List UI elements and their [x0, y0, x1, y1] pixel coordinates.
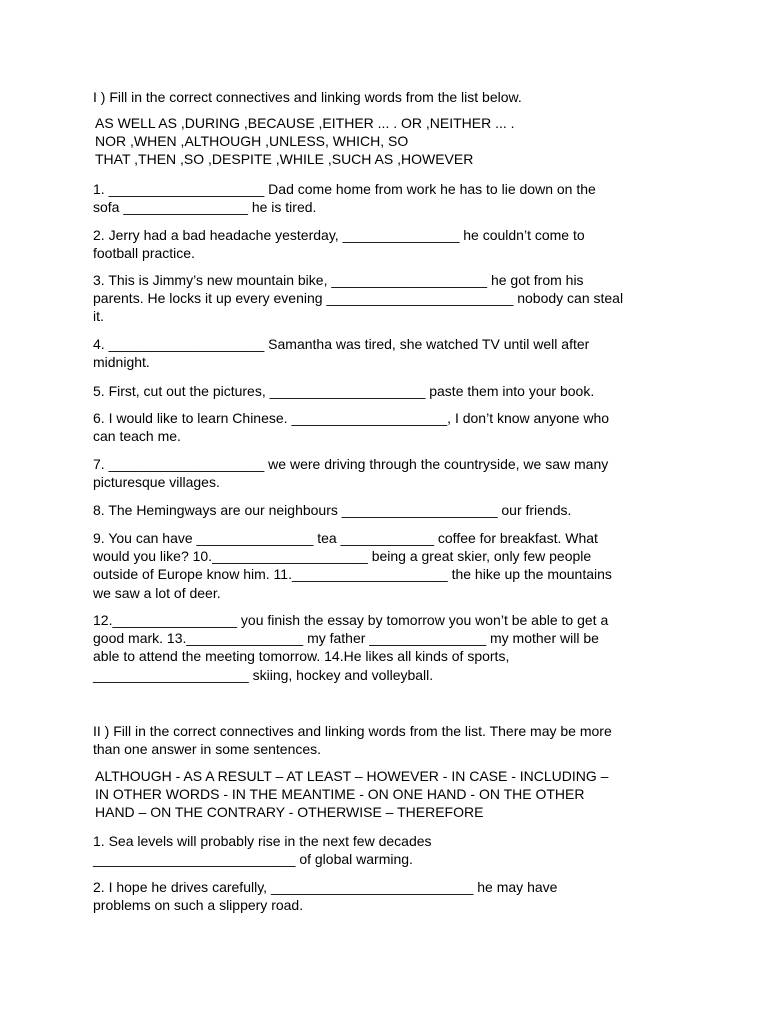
exercise-item-4: 4. ____________________ Samantha was tired, she watched TV until well after midnight. — [93, 336, 590, 371]
exercise-item-8: 8. The Hemingways are our neighbours ____________________ our friends. — [93, 502, 572, 518]
exercise-item-2: 2. Jerry had a bad headache yesterday, _______________ he couldn’t come to football practice. — [93, 227, 585, 262]
section-2-heading: II ) Fill in the correct connectives and linking words from the list. There may be more than one answer in some sentences. — [93, 723, 612, 758]
exercise-item-3: 3. This is Jimmy’s new mountain bike, ____________________ he got from his parents. He locks it up every evening ________________________ nobody can steal it. — [93, 272, 624, 325]
exercise-2-item-1: 1. Sea levels will probably rise in the next few decades __________________________ of global warming. — [93, 833, 432, 868]
section-1-word-list: AS WELL AS ,DURING ,BECAUSE ,EITHER ... . OR ,NEITHER ... . NOR ,WHEN ,ALTHOUGH ,UNLESS, WHICH, SO THAT ,THEN ,SO ,DESPITE ,WHILE ,SUCH AS ,HOWEVER — [95, 115, 515, 168]
exercise-2-item-2: 2. I hope he drives carefully, __________________________ he may have problems on such a slippery road. — [93, 879, 558, 914]
exercise-item-5: 5. First, cut out the pictures, ____________________ paste them into your book. — [93, 383, 595, 399]
exercise-item-1: 1. ____________________ Dad come home from work he has to lie down on the sofa ________________ he is tired. — [93, 181, 596, 216]
section-1-heading: I ) Fill in the correct connectives and linking words from the list below. — [93, 89, 522, 105]
exercise-item-12-14: 12.________________ you finish the essay by tomorrow you won’t be able to get a good mark. 13._______________ my father _______________ my mother will be able to attend the meeting tomorrow. 14.He likes all kinds of sports, ____________________ skiing, hockey and volleyball. — [93, 612, 609, 683]
exercise-item-6: 6. I would like to learn Chinese. ____________________, I don’t know anyone who can teach me. — [93, 410, 610, 445]
section-2-word-list: ALTHOUGH - AS A RESULT – AT LEAST – HOWEVER - IN CASE - INCLUDING – IN OTHER WORDS - IN THE MEANTIME - ON ONE HAND - ON THE OTHER HAND – ON THE CONTRARY - OTHERWISE – THEREFORE — [95, 768, 609, 821]
exercise-item-9-11: 9. You can have _______________ tea ____________ coffee for breakfast. What would you like? 10.____________________ being a great skier, only few people outside of Europe know him. 11.____________________ the hike up the mountains we saw a lot of deer. — [93, 530, 612, 601]
exercise-item-7: 7. ____________________ we were driving through the countryside, we saw many picturesque villages. — [93, 456, 609, 491]
